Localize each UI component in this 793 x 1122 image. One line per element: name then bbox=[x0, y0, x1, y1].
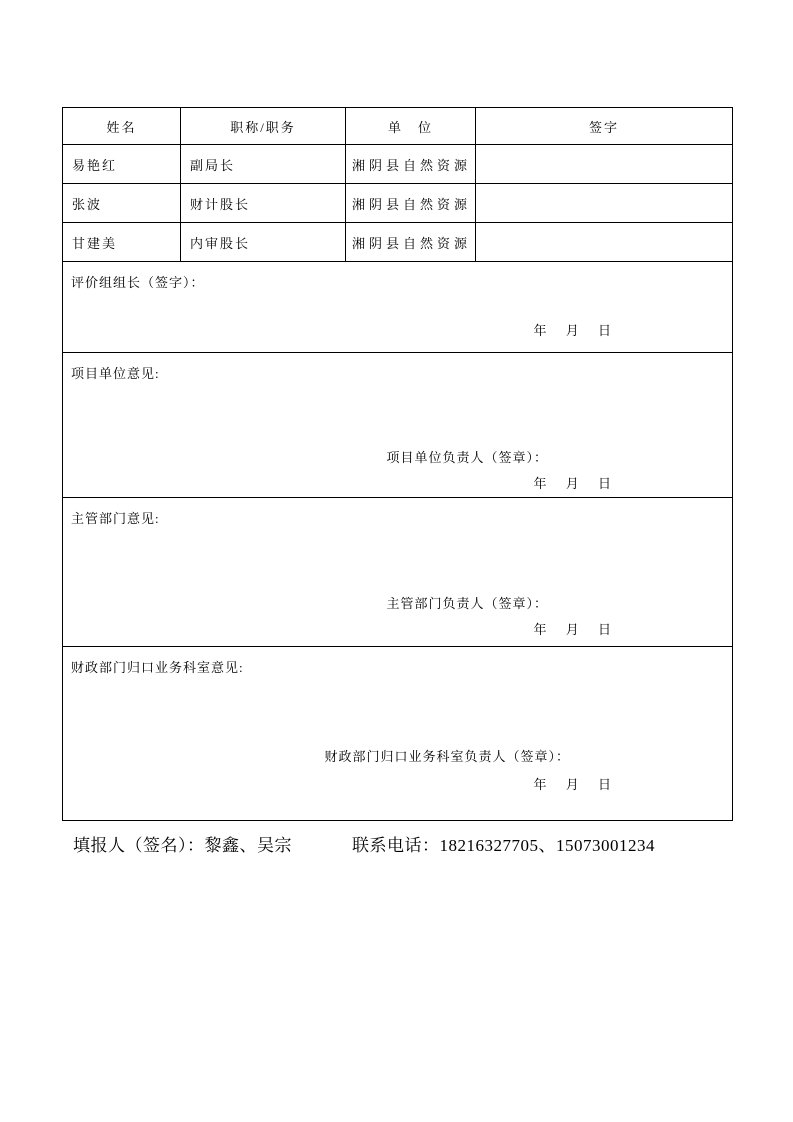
blank-space bbox=[63, 383, 732, 449]
row-0-name: 易艳红 bbox=[63, 145, 181, 184]
row-2-signature-cell bbox=[476, 223, 732, 262]
date-line: 年 月 日 bbox=[533, 777, 612, 792]
signer-line: 财政部门归口业务科室负责人（签章）： bbox=[324, 749, 570, 764]
row-1-title: 财计股长 bbox=[181, 184, 346, 223]
row-0-title: 副局长 bbox=[181, 145, 346, 184]
section-competent-department-opinion bbox=[63, 498, 732, 647]
section-title: 主管部门意见: bbox=[71, 511, 160, 526]
row-2-unit: 湘阴县自然资源 bbox=[346, 223, 476, 262]
footer-line bbox=[73, 831, 733, 856]
header-signature: 签字 bbox=[476, 108, 732, 145]
header-name: 姓名 bbox=[63, 108, 181, 145]
header-title: 职称/职务 bbox=[181, 108, 346, 145]
signature-form-table bbox=[62, 107, 733, 821]
personnel-table bbox=[63, 108, 732, 262]
section-project-unit-opinion bbox=[63, 353, 732, 498]
date-line: 年 月 日 bbox=[533, 323, 612, 338]
filler-label: 填报人（签名）： bbox=[73, 836, 205, 855]
row-0-unit: 湘阴县自然资源 bbox=[346, 145, 476, 184]
row-2-title: 内审股长 bbox=[181, 223, 346, 262]
section-title: 财政部门归口业务科室意见: bbox=[71, 660, 244, 675]
row-1-unit: 湘阴县自然资源 bbox=[346, 184, 476, 223]
phone-label: 联系电话： bbox=[352, 836, 440, 855]
section-evaluation-group-leader bbox=[63, 262, 732, 353]
row-0-signature-cell bbox=[476, 145, 732, 184]
row-1-signature-cell bbox=[476, 184, 732, 223]
section-finance-department-opinion bbox=[63, 647, 732, 820]
filler-names: 黎鑫、吴宗 bbox=[204, 836, 292, 855]
row-1-name: 张波 bbox=[63, 184, 181, 223]
blank-space bbox=[63, 528, 732, 595]
date-line: 年 月 日 bbox=[533, 622, 612, 637]
section-title: 评价组组长（签字）： bbox=[71, 275, 205, 290]
blank-space bbox=[63, 292, 732, 322]
blank-space bbox=[63, 677, 732, 748]
section-title: 项目单位意见: bbox=[71, 366, 160, 381]
header-unit: 单 位 bbox=[346, 108, 476, 145]
date-line: 年 月 日 bbox=[533, 476, 612, 491]
signer-line: 主管部门负责人（签章）： bbox=[386, 596, 548, 611]
signer-line: 项目单位负责人（签章）： bbox=[386, 450, 548, 465]
phone-numbers: 18216327705、15073001234 bbox=[439, 836, 655, 855]
row-2-name: 甘建美 bbox=[63, 223, 181, 262]
